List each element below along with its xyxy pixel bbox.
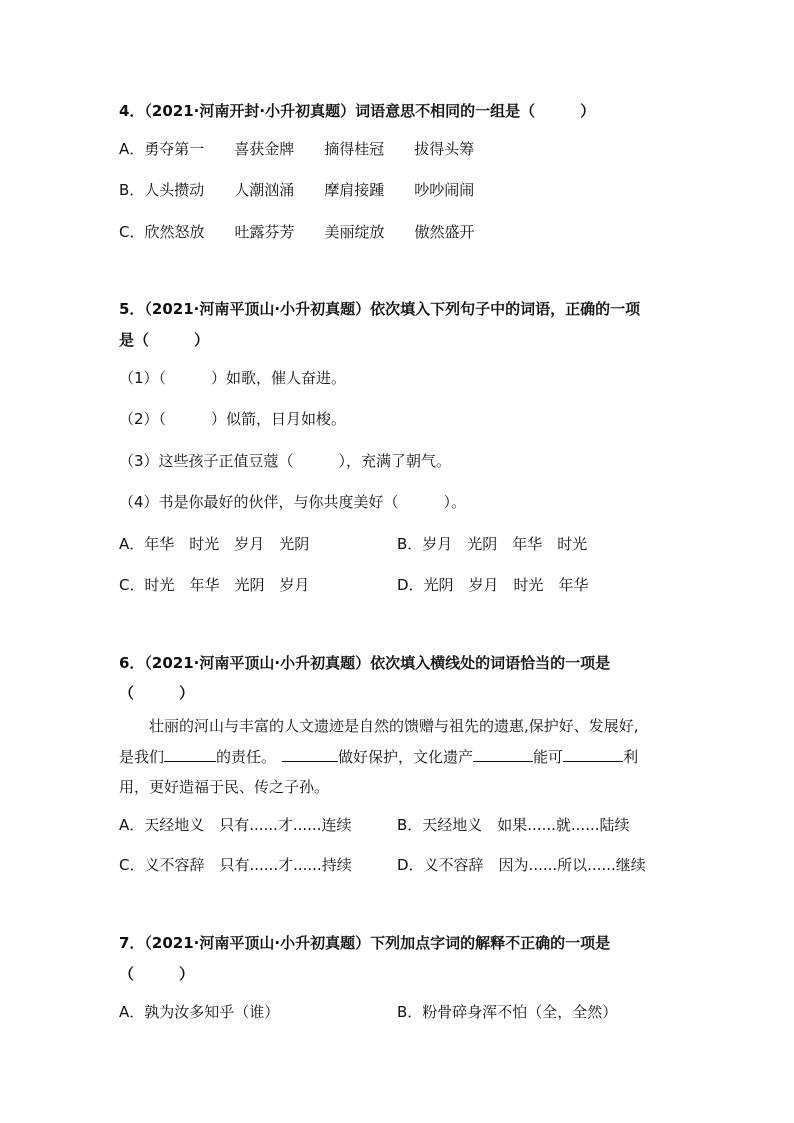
passage-text: 是我们 — [119, 748, 165, 766]
question-6-stem-line-2: （ ） — [119, 684, 195, 702]
question-5-sentence-2: （2）（ ）似箭，日月如梭。 — [119, 410, 347, 428]
question-5-option-b: B．岁月 光阴 年华 时光 — [397, 535, 588, 553]
question-4-stem: 4．（2021·河南开封·小升初真题）词语意思不相同的一组是（ ） — [119, 102, 596, 120]
question-6-passage-line-2 — [119, 745, 638, 768]
passage-text: 的责任。 — [216, 748, 277, 766]
fill-blank-2 — [282, 745, 338, 762]
question-5-option-c: C．时光 年华 光阴 岁月 — [119, 576, 310, 594]
question-5-stem-line-2: 是（ ） — [119, 331, 210, 349]
question-6-option-c: C．义不容辞 只有......才......持续 — [119, 856, 352, 874]
question-4-option-a: A．勇夺第一 喜获金牌 摘得桂冠 拔得头筹 — [119, 140, 475, 158]
passage-text: 能可 — [533, 748, 564, 766]
question-6-stem-line-1: 6．（2021·河南平顶山·小升初真题）依次填入横线处的词语恰当的一项是 — [119, 654, 611, 672]
question-6-option-b: B．天经地义 如果......就......陆续 — [397, 816, 630, 834]
fill-blank-1 — [164, 745, 216, 762]
question-7-option-b: B．粉骨碎身浑不怕（全，全然） — [397, 1003, 618, 1021]
question-5-stem-line-1: 5．（2021·河南平顶山·小升初真题）依次填入下列句子中的词语，正确的一项 — [119, 300, 641, 318]
question-7-stem-line-1: 7．（2021·河南平顶山·小升初真题）下列加点字词的解释不正确的一项是 — [119, 934, 611, 952]
question-7-option-a: A．孰为汝多知乎（谁） — [119, 1003, 280, 1021]
question-6-option-d: D．义不容辞 因为......所以......继续 — [397, 856, 646, 874]
question-6-passage-line-1: 壮丽的河山与丰富的人文遗迹是自然的馈赠与祖先的遗惠,保护好、发展好, — [119, 717, 639, 735]
fill-blank-4 — [563, 745, 623, 762]
question-6-option-a: A．天经地义 只有......才......连续 — [119, 816, 352, 834]
question-5-option-d: D．光阴 岁月 时光 年华 — [397, 576, 589, 594]
question-6-passage-line-3: 用，更好造福于民、传之子孙。 — [119, 778, 330, 796]
question-4-option-c: C．欣然怒放 吐露芬芳 美丽绽放 傲然盛开 — [119, 223, 475, 241]
passage-text: 做好保护，文化遗产 — [338, 748, 474, 766]
question-7-stem-line-2: （ ） — [119, 965, 195, 983]
question-4-option-b: B．人头攒动 人潮汹涌 摩肩接踵 吵吵闹闹 — [119, 181, 475, 199]
question-5-option-a: A．年华 时光 岁月 光阴 — [119, 535, 310, 553]
question-5-sentence-3: （3）这些孩子正值豆蔻（ ），充满了朝气。 — [119, 452, 452, 470]
question-5-sentence-4: （4）书是你最好的伙伴，与你共度美好（ ）。 — [119, 493, 467, 511]
passage-text: 利 — [623, 748, 639, 766]
question-5-sentence-1: （1）（ ）如歌，催人奋进。 — [119, 369, 347, 387]
fill-blank-3 — [473, 745, 533, 762]
